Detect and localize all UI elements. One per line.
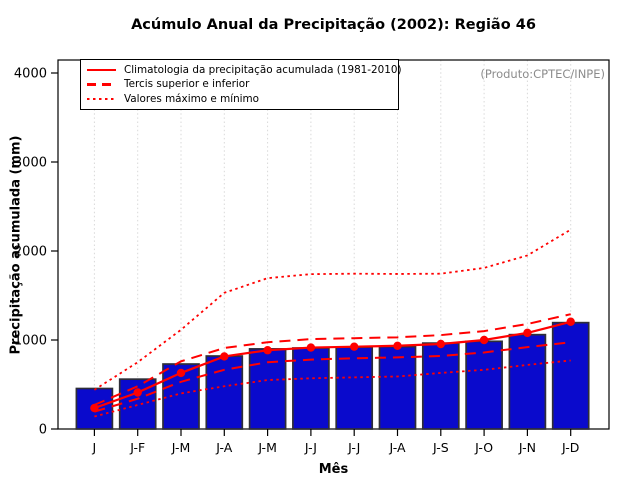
legend-label: Climatologia da precipitação acumulada (1981-2010) bbox=[124, 64, 402, 77]
svg-text:J-D: J-D bbox=[562, 440, 580, 455]
svg-text:2000: 2000 bbox=[13, 244, 47, 260]
svg-text:J-A: J-A bbox=[389, 440, 406, 455]
svg-text:1000: 1000 bbox=[13, 333, 47, 349]
y-axis-label: Precipitação acumulada (mm) bbox=[8, 135, 24, 355]
svg-text:4000: 4000 bbox=[13, 66, 47, 82]
svg-text:J-O: J-O bbox=[475, 440, 494, 455]
svg-text:J-M: J-M bbox=[171, 440, 191, 455]
dashed-red-line-icon bbox=[87, 83, 116, 85]
dotted-red-line-icon bbox=[87, 98, 116, 100]
svg-text:J-M: J-M bbox=[258, 440, 277, 455]
legend bbox=[80, 59, 402, 110]
legend-label: Tercis superior e inferior bbox=[124, 78, 250, 91]
legend-label: Valores máximo e mínimo bbox=[124, 92, 260, 105]
svg-text:J-J: J-J bbox=[304, 440, 317, 455]
chart-title: Acúmulo Anual da Precipitação (2002): Região 46 bbox=[131, 17, 536, 33]
svg-text:0: 0 bbox=[38, 422, 47, 438]
x-axis-label: Mês bbox=[318, 462, 349, 477]
produto-annotation: (Produto:CPTEC/INPE) bbox=[480, 67, 605, 81]
svg-text:J-F: J-F bbox=[130, 440, 146, 455]
svg-text:J-N: J-N bbox=[518, 440, 536, 455]
solid-red-line-icon bbox=[87, 69, 116, 71]
legend-item-climatologia bbox=[87, 64, 402, 77]
legend-item-max-min bbox=[87, 93, 398, 105]
svg-text:J: J bbox=[92, 440, 97, 455]
legend-item-tercis bbox=[87, 78, 398, 90]
svg-text:J-A: J-A bbox=[216, 440, 233, 455]
svg-text:J-J: J-J bbox=[348, 440, 361, 455]
svg-text:J-S: J-S bbox=[432, 440, 449, 455]
svg-text:3000: 3000 bbox=[13, 155, 47, 171]
